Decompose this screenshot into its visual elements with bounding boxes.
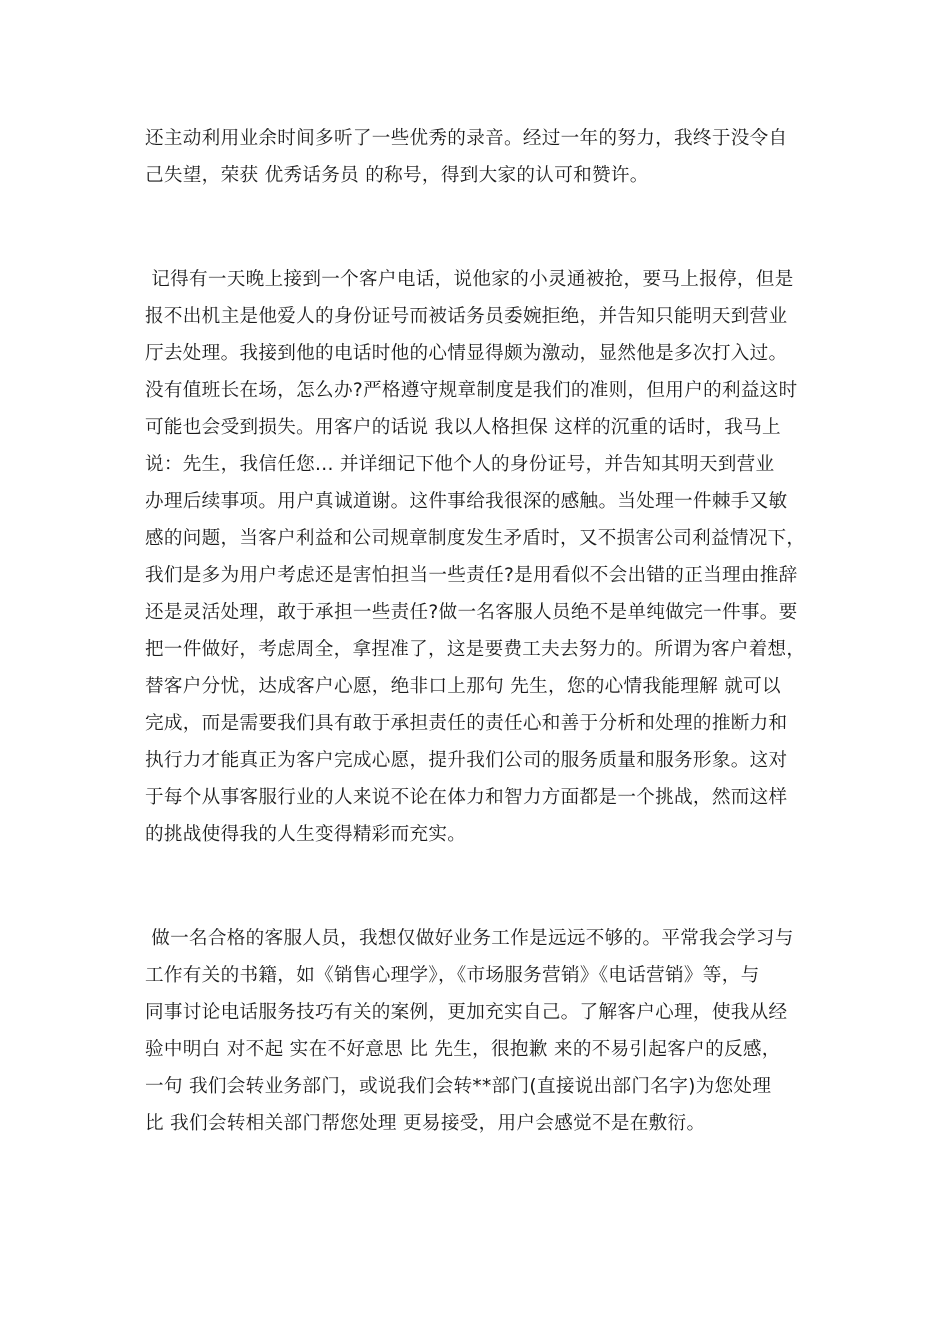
text-line: 于每个从事客服行业的人来说不论在体力和智力方面都是一个挑战，然而这样: [145, 787, 788, 808]
text-line: 完成，而是需要我们具有敢于承担责任的责任心和善于分析和处理的推断力和: [145, 713, 788, 734]
text-line: 验中明白 对不起 实在不好意思 比 先生，很抱歉 来的不易引起客户的反感，: [145, 1039, 781, 1060]
text-line: 做一名合格的客服人员，我想仅做好业务工作是远远不够的。平常我会学习与: [145, 928, 794, 949]
text-line: 比 我们会转相关部门帮您处理 更易接受，用户会感觉不是在敷衍。: [145, 1113, 706, 1134]
text-line: 记得有一天晚上接到一个客户电话，说他家的小灵通被抢，要马上报停，但是: [145, 269, 794, 290]
text-line: 感的问题，当客户利益和公司规章制度发生矛盾时，又不损害公司利益情况下，: [145, 528, 806, 549]
text-line: 工作有关的书籍，如《销售心理学》，《市场服务营销》《电话营销》等，与: [145, 965, 760, 986]
text-line: 可能也会受到损失。用客户的话说 我以人格担保 这样的沉重的话时，我马上: [145, 417, 781, 438]
text-line: 己失望，荣获 优秀话务员 的称号，得到大家的认可和赞许。: [145, 165, 649, 186]
text-line: 还是灵活处理，敢于承担一些责任?做一名客服人员绝不是单纯做完一件事。要: [145, 602, 798, 623]
text-line: 同事讨论电话服务技巧有关的案例，更加充实自己。了解客户心理，使我从经: [145, 1002, 788, 1023]
text-line: 执行力才能真正为客户完成心愿，提升我们公司的服务质量和服务形象。这对: [145, 750, 788, 771]
text-line: 报不出机主是他爱人的身份证号而被话务员委婉拒绝，并告知只能明天到营业: [145, 306, 788, 327]
text-line: 的挑战使得我的人生变得精彩而充实。: [145, 824, 467, 845]
text-line: 替客户分忧，达成客户心愿，绝非口上那句 先生，您的心情我能理解 就可以: [145, 676, 781, 697]
text-line: 厅去处理。我接到他的电话时他的心情显得颇为激动，显然他是多次打入过。: [145, 343, 788, 364]
text-line: 还主动利用业余时间多听了一些优秀的录音。经过一年的努力，我终于没令自: [145, 128, 788, 149]
text-line: 没有值班长在场，怎么办?严格遵守规章制度是我们的准则，但用户的利益这时: [145, 380, 798, 401]
text-line: 把一件做好，考虑周全，拿捏准了，这是要费工夫去努力的。所谓为客户着想，: [145, 639, 806, 660]
text-line: 办理后续事项。用户真诚道谢。这件事给我很深的感触。当处理一件棘手又敏: [145, 491, 788, 512]
text-line: 一句 我们会转业务部门，或说我们会转**部门(直接说出部门名字)为您处理: [145, 1076, 772, 1097]
text-line: 说：先生，我信任您... 并详细记下他个人的身份证号，并告知其明天到营业: [145, 454, 775, 475]
text-line: 我们是多为用户考虑还是害怕担当一些责任?是用看似不会出错的正当理由推辞: [145, 565, 798, 586]
